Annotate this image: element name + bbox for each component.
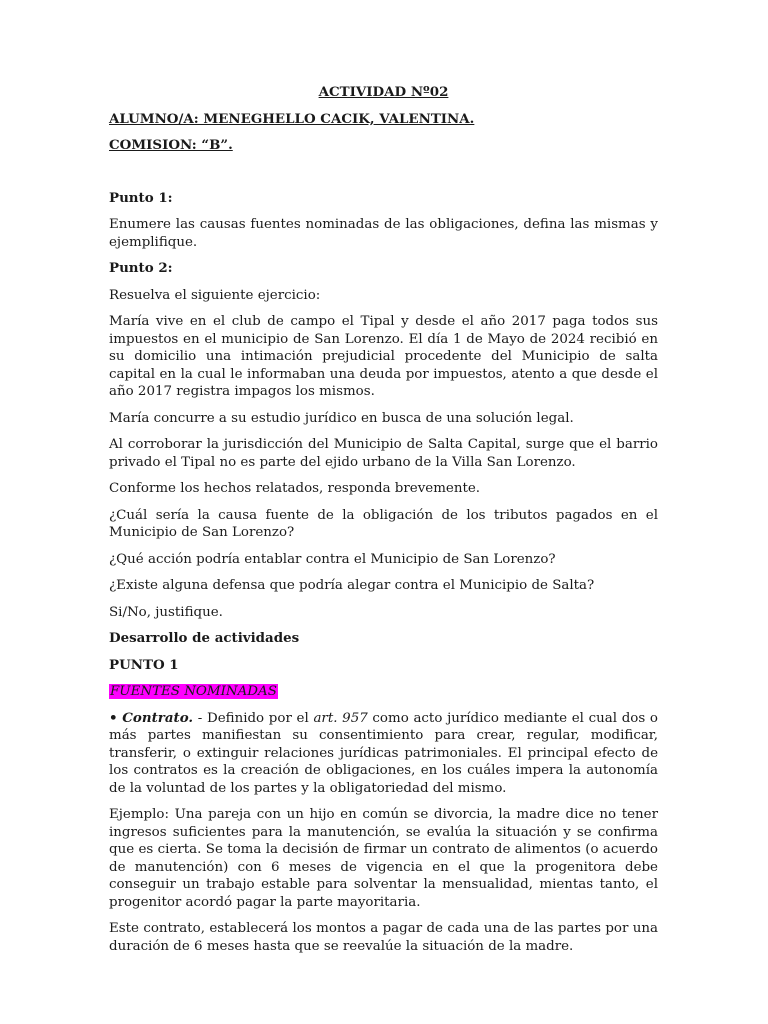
document-body	[109, 84, 658, 955]
question-4: Si/No, justifique.	[109, 604, 223, 620]
article-reference: art. 957	[313, 710, 368, 726]
punto1-heading: Punto 1:	[109, 189, 173, 206]
question-2: ¿Qué acción podría entablar contra el Municipio de San Lorenzo?	[109, 551, 556, 567]
punto2-paragraph-1: María vive en el club de campo el Tipal y desde el año 2017 paga todos sus impuestos en el municipio de San Lorenzo. El día 1 de Mayo de 2024 recibió en su domicilio una intimación prejudicial procedente del Municipio de salta capital en la cual le informaban una deuda por impuestos, atento a que desde el año 2017 registra impagos los mismos.	[109, 314, 658, 399]
question-1: ¿Cuál sería la causa fuente de la obligación de los tributos pagados en el Municipio de San Lorenzo?	[109, 507, 658, 540]
contrato-term: Contrato.	[122, 709, 194, 726]
highlight-line	[109, 683, 658, 701]
desarrollo-punto: PUNTO 1	[109, 656, 179, 673]
punto2-paragraph-4: Conforme los hechos relatados, responda brevemente.	[109, 481, 481, 496]
contrato-text-a: - Definido por el	[193, 710, 314, 726]
contrato-text-b: como acto jurídico mediante el cual dos o más partes manifiestan su consentimiento para crear, regular, modificar, transferir, o extinguir relaciones jurídicas patrimoniales. El principal efecto de los contratos es la creación de obligaciones, en los cuáles impera la autonomía de la voluntad de los partes y la obligatoriedad del mismo.	[109, 710, 658, 796]
question-3: ¿Existe alguna defensa que podría alegar contra el Municipio de Salta?	[109, 578, 595, 593]
contrato-paragraph	[109, 710, 658, 798]
commission: COMISION: “B”.	[109, 137, 233, 153]
document-title: ACTIVIDAD Nº02	[318, 84, 449, 100]
punto2-heading: Punto 2:	[109, 260, 173, 276]
highlighted-heading: FUENTES NOMINADAS	[110, 684, 277, 699]
punto1-text: Enumere las causas fuentes nominadas de las obligaciones, defina las mismas y ejemplifique.	[109, 217, 658, 250]
student-name: ALUMNO/A: MENEGHELLO CACIK, VALENTINA.	[109, 110, 475, 127]
bullet: •	[109, 709, 118, 726]
ejemplo-paragraph: Ejemplo: Una pareja con un hijo en común se divorcia, la madre dice no tener ingresos suficientes para la manutención, se evalúa la situación y se confirma que es cierta. Se toma la decisión de firmar un contrato de alimentos (o acuerdo de manutención) con 6 meses de vigencia en el que la progenitora debe conseguir un trabajo estable para solventar la mensualidad, mientas tanto, el progenitor acordó pagar la parte mayoritaria.	[109, 807, 658, 910]
punto2-paragraph-3: Al corroborar la jurisdicción del Municipio de Salta Capital, surge que el barrio privado el Tipal no es parte del ejido urbano de la Villa San Lorenzo.	[109, 437, 658, 470]
punto2-intro: Resuelva el siguiente ejercicio:	[109, 287, 321, 303]
punto2-paragraph-2: María concurre a su estudio jurídico en busca de una solución legal.	[109, 410, 574, 426]
desarrollo-heading: Desarrollo de actividades	[109, 630, 300, 646]
closing-paragraph: Este contrato, establecerá los montos a pagar de cada una de las partes por una duración de 6 meses hasta que se reevalúe la situación de la madre.	[109, 921, 658, 954]
